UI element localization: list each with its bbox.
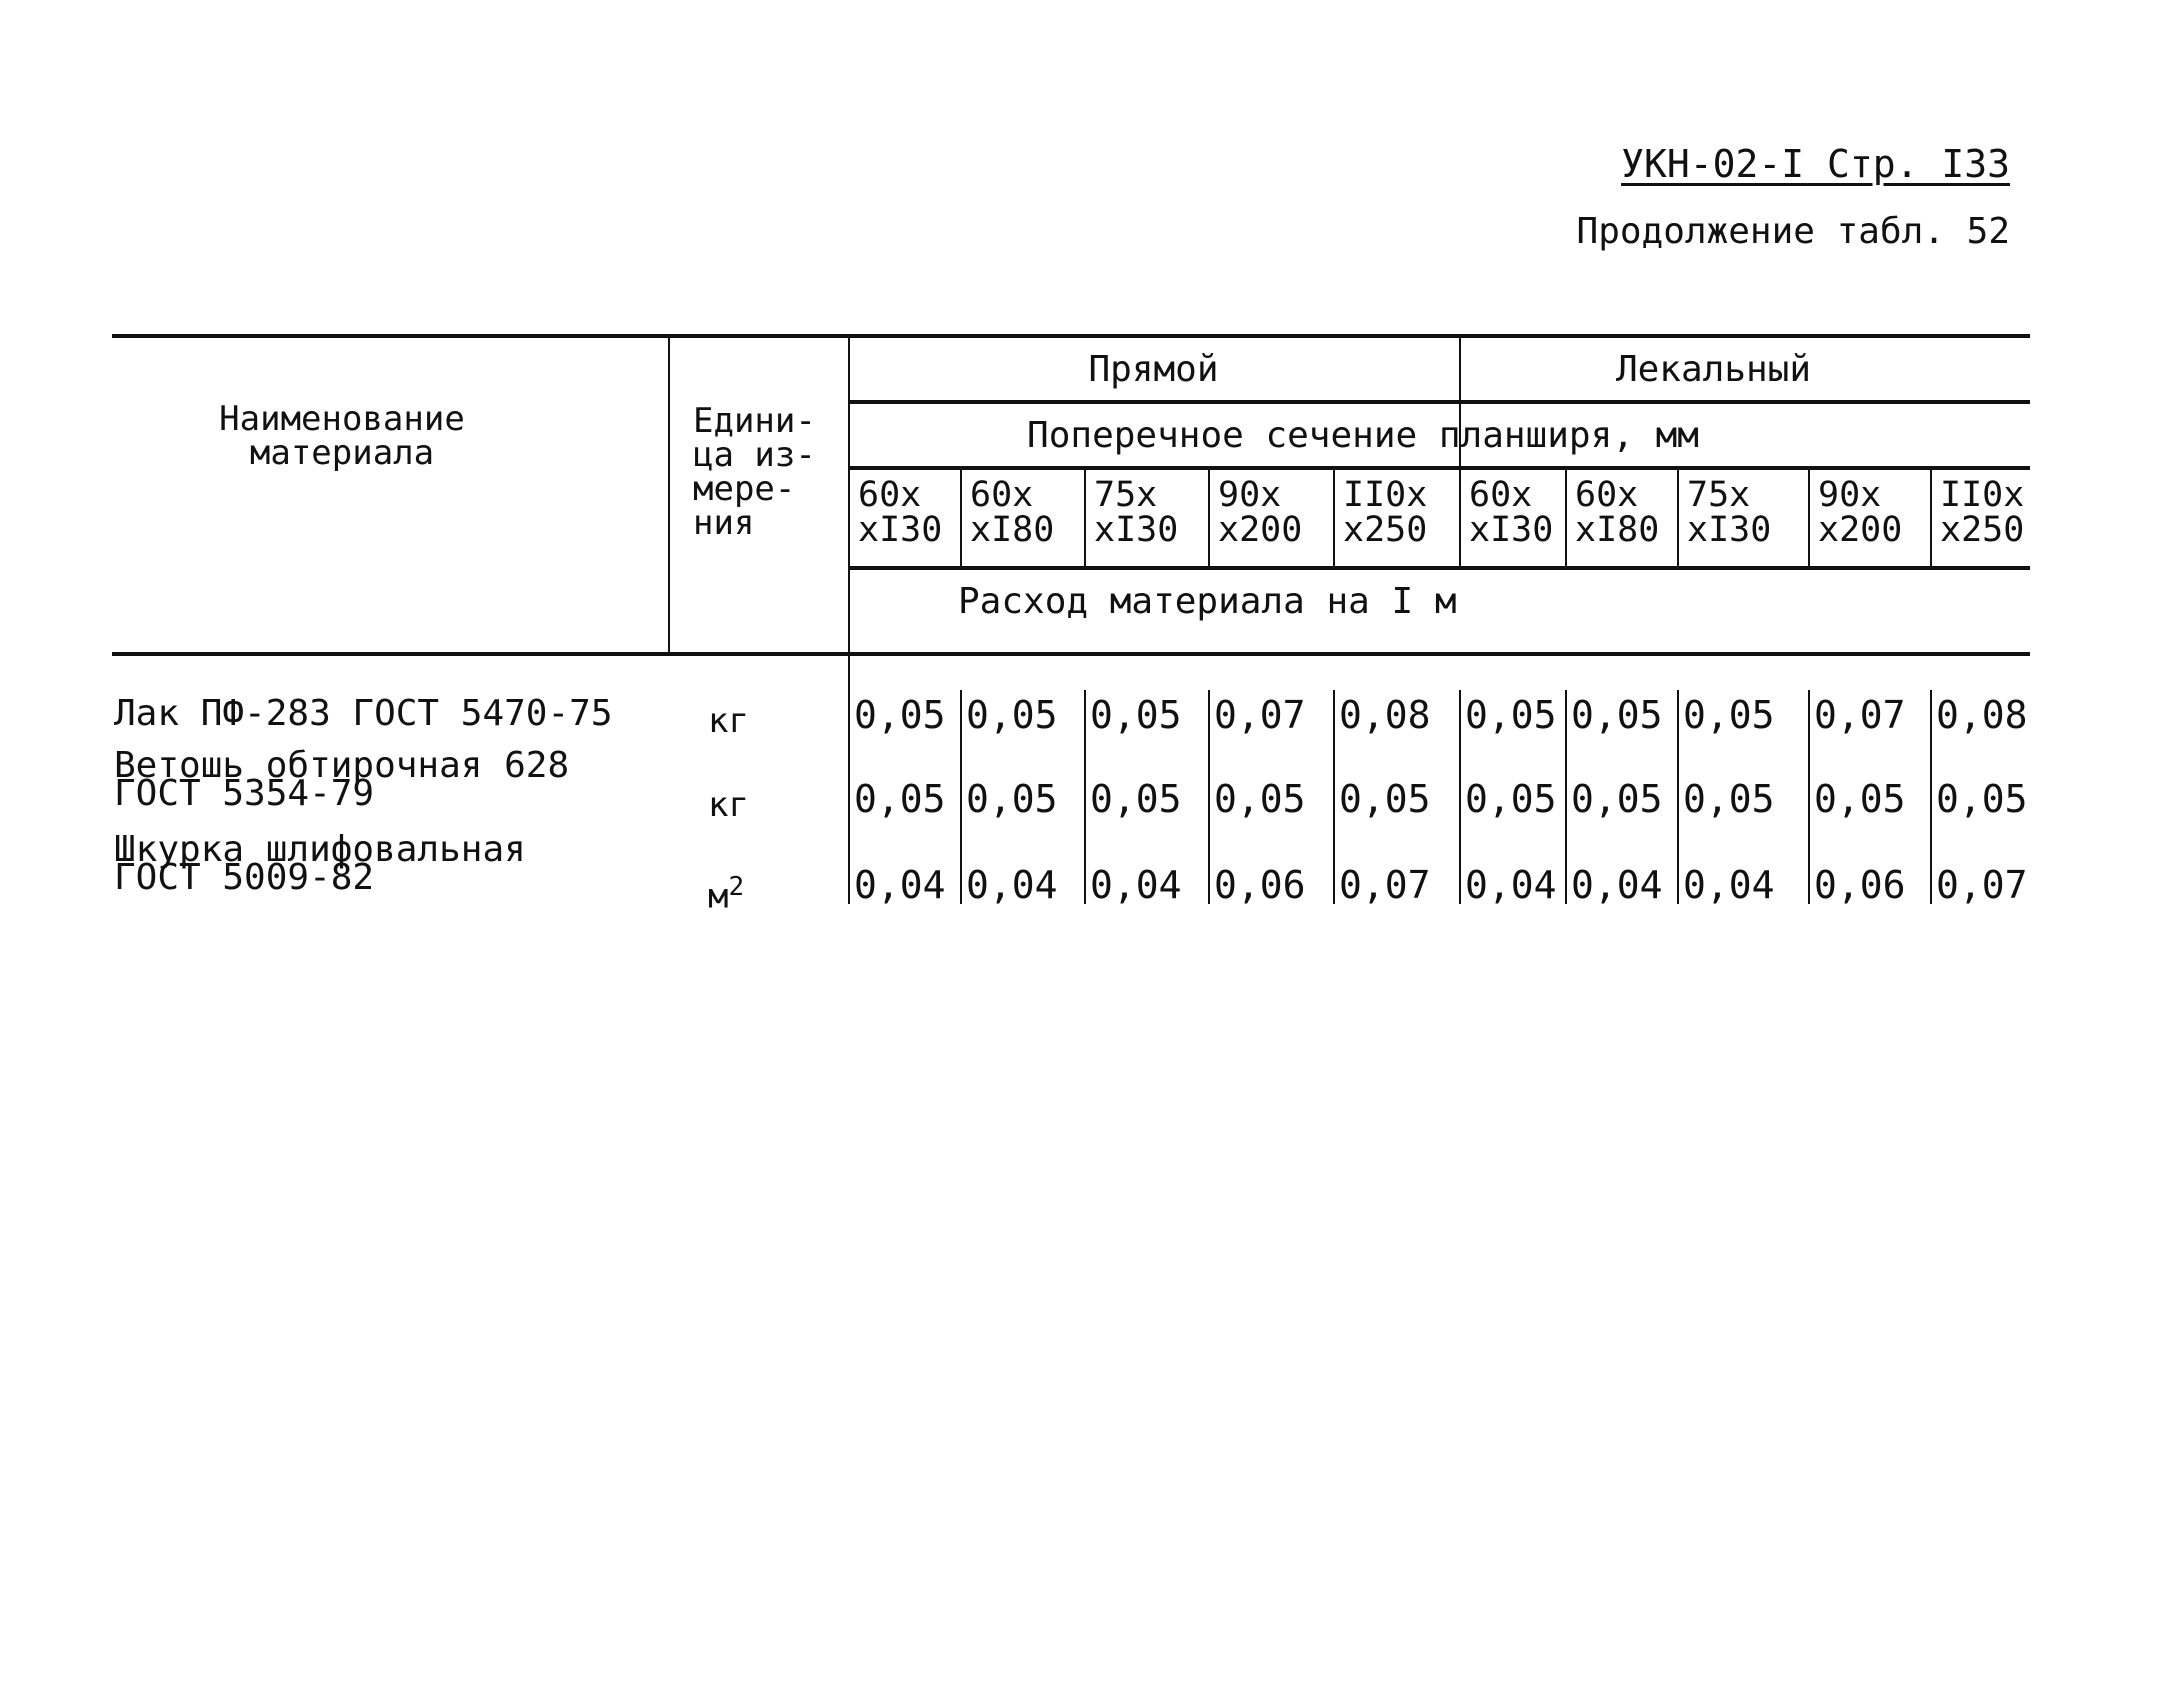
section-column-divider	[1930, 466, 1932, 566]
value-cell: 0,05	[1090, 777, 1182, 821]
value-cell: 0,05	[854, 777, 946, 821]
section-size-header: 60х хI30	[1469, 475, 1554, 550]
value-cell: 0,07	[1339, 863, 1431, 907]
value-cell: 0,05	[1339, 777, 1431, 821]
value-cell: 0,05	[1465, 777, 1557, 821]
value-cell: 0,05	[1814, 777, 1906, 821]
document-reference: УКН-02-I Стр. I33	[1621, 142, 2010, 186]
section-column-divider	[1084, 466, 1086, 566]
value-column-divider	[1930, 690, 1932, 904]
unit-label: кг	[708, 785, 749, 825]
value-cell: 0,04	[1571, 863, 1663, 907]
unit-cell	[708, 701, 749, 741]
value-cell: 0,05	[966, 693, 1058, 737]
group-header-rule	[848, 400, 2030, 404]
value-cell: 0,04	[1465, 863, 1557, 907]
value-cell: 0,04	[1090, 863, 1182, 907]
section-column-divider	[1333, 466, 1335, 566]
value-cell: 0,05	[1465, 693, 1557, 737]
value-cell: 0,05	[1571, 777, 1663, 821]
material-name: Ветошь обтирочная 628 ГОСТ 5354-79	[114, 745, 570, 814]
section-size-header: 60х хI80	[1575, 475, 1660, 550]
section-column-divider	[1808, 466, 1810, 566]
section-size-header: 60х хI30	[858, 475, 943, 550]
value-column-divider	[1677, 690, 1679, 904]
section-size-header: 60х хI80	[970, 475, 1055, 550]
value-cell: 0,05	[1090, 693, 1182, 737]
unit-exponent: 2	[728, 872, 745, 902]
value-column-divider	[1084, 690, 1086, 904]
value-cell: 0,06	[1214, 863, 1306, 907]
table-continuation-label: Продолжение табл. 52	[1576, 211, 2010, 252]
section-column-divider	[1208, 466, 1210, 566]
section-size-header: II0х х250	[1343, 475, 1428, 550]
table-top-rule	[112, 334, 2030, 338]
value-column-divider	[1808, 690, 1810, 904]
value-column-divider	[1565, 690, 1567, 904]
section-size-header: 90х х200	[1818, 475, 1903, 550]
section-size-header: II0х х250	[1940, 475, 2025, 550]
unit-cell	[708, 785, 749, 825]
value-cell: 0,05	[1936, 777, 2028, 821]
value-cell: 0,08	[1339, 693, 1431, 737]
value-cell: 0,05	[966, 777, 1058, 821]
section-column-divider	[1677, 466, 1679, 566]
value-column-divider	[1208, 690, 1210, 904]
material-name: Лак ПФ-283 ГОСТ 5470-75	[114, 693, 613, 734]
unit-label: кг	[708, 701, 749, 741]
column-divider	[668, 334, 670, 656]
value-cell: 0,07	[1214, 693, 1306, 737]
header-bottom-rule	[112, 652, 2030, 656]
material-name: Шкурка шлифовальная ГОСТ 5009-82	[114, 829, 526, 898]
value-cell: 0,05	[1683, 693, 1775, 737]
value-cell: 0,07	[1814, 693, 1906, 737]
section-size-header: 90х х200	[1218, 475, 1303, 550]
value-cell: 0,05	[1571, 693, 1663, 737]
consumption-header: Расход материала на I м	[958, 581, 1457, 622]
unit-cell	[708, 872, 745, 917]
section-size-header: 75х хI30	[1094, 475, 1179, 550]
value-cell: 0,04	[966, 863, 1058, 907]
group-value-divider	[1459, 690, 1461, 904]
unit-column-header: Едини- ца из- мере- ния	[693, 401, 816, 543]
unit-label: м	[708, 876, 729, 917]
material-column-header: Наименование материала	[219, 399, 465, 473]
curved-group-header: Лекальный	[1615, 349, 1812, 390]
value-column-divider	[960, 690, 962, 904]
value-column-divider	[1333, 690, 1335, 904]
value-cell: 0,05	[1214, 777, 1306, 821]
value-cell: 0,04	[854, 863, 946, 907]
section-size-header: 75х хI30	[1687, 475, 1772, 550]
section-column-divider	[1565, 466, 1567, 566]
straight-group-header: Прямой	[1088, 349, 1219, 390]
section-size-rule	[848, 566, 2030, 570]
section-column-divider	[960, 466, 962, 566]
value-cell: 0,05	[854, 693, 946, 737]
value-cell: 0,06	[1814, 863, 1906, 907]
value-cell: 0,07	[1936, 863, 2028, 907]
value-cell: 0,04	[1683, 863, 1775, 907]
cross-section-header: Поперечное сечение планширя, мм	[1027, 415, 1699, 456]
cross-section-rule	[848, 466, 2030, 470]
value-cell: 0,08	[1936, 693, 2028, 737]
value-cell: 0,05	[1683, 777, 1775, 821]
